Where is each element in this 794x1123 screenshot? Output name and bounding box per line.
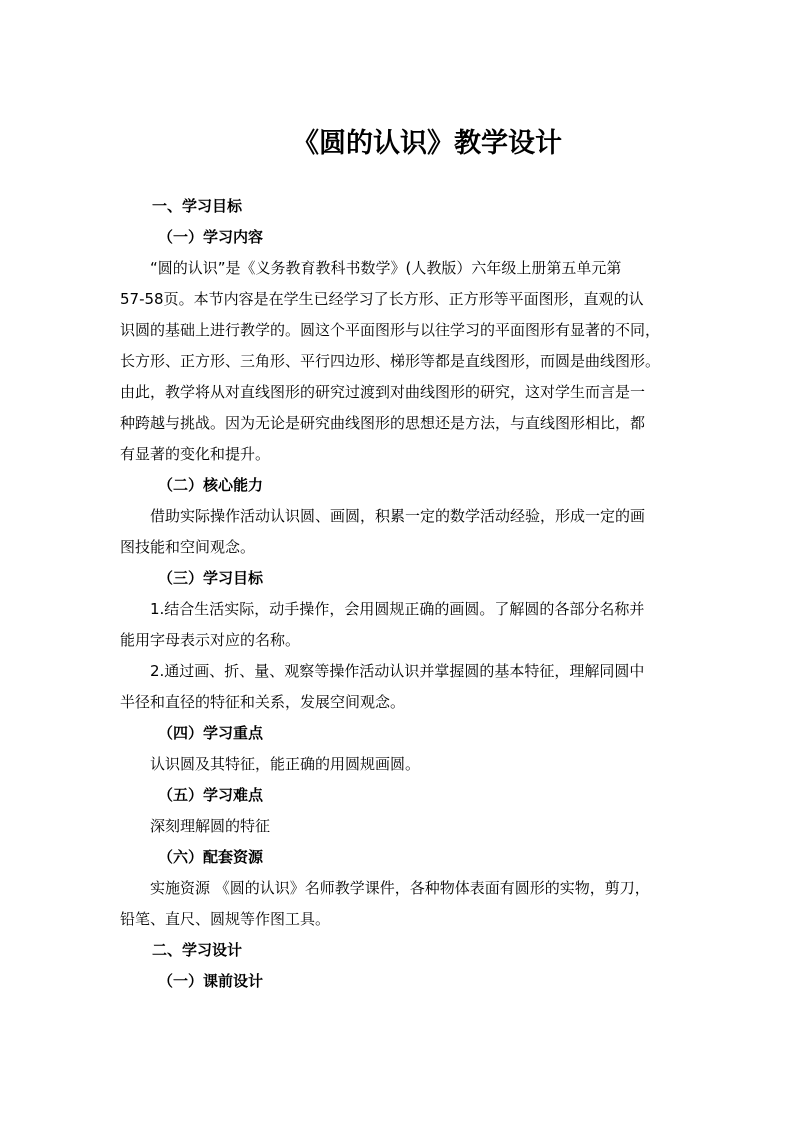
subsection-heading-difficulties: （五）学习难点 [158,786,264,804]
text-line: 长方形、正方形、三角形、平行四边形、梯形等都是直线图形，而圆是曲线图形。 [120,352,661,370]
paragraph-difficulties [120,811,676,842]
paragraph-key-points [120,749,676,780]
text-line: “圆的认识”是《义务教育教科书数学》(人教版）六年级上册第五单元第 [150,259,622,277]
text-line: 深刻理解圆的特征 [150,817,271,835]
text-line: 半径和直径的特征和关系，发展空间观念。 [120,693,406,711]
text-line: 2.通过画、折、量、观察等操作活动认识并掌握圆的基本特征，理解同圆中 [150,662,645,680]
paragraph-content [120,253,676,470]
document-title: 《圆的认识》教学设计 [292,128,562,159]
paragraph-resources [120,873,676,935]
text-line: 图技能和空间观念。 [120,538,256,556]
paragraph-core-ability [120,501,676,563]
subsection-heading-goals: （三）学习目标 [158,569,264,587]
text-line: 能用字母表示对应的名称。 [120,631,301,649]
text-line: 1.结合生活实际，动手操作，会用圆规正确的画圆。了解圆的各部分名称并 [150,600,645,618]
section-heading-learning-design: 二、学习设计 [152,941,243,959]
text-line: 57-58页。本节内容是在学生已经学习了长方形、正方形等平面图形，直观的认 [120,290,644,308]
text-line: 认识圆及其特征，能正确的用圆规画圆。 [150,755,421,773]
text-line: 借助实际操作活动认识圆、画圆，积累一定的数学活动经验，形成一定的画 [150,507,646,525]
subsection-heading-resources: （六）配套资源 [158,848,264,866]
subsection-heading-content: （一）学习内容 [158,228,264,246]
text-line: 由此，教学将从对直线图形的研究过渡到对曲线图形的研究，这对学生而言是一 [120,383,646,401]
text-line: 种跨越与挑战。因为无论是研究曲线图形的思想还是方法，与直线图形相比，都 [120,414,646,432]
subsection-heading-pre-class: （一）课前设计 [158,972,264,990]
text-line: 实施资源 《圆的认识》名师教学课件，各种物体表面有圆形的实物，剪刀， [150,879,650,897]
document-body [120,191,676,997]
subsection-heading-key-points: （四）学习重点 [158,724,264,742]
text-line: 铅笔、直尺、圆规等作图工具。 [120,910,331,928]
paragraph-goals [120,594,676,718]
section-heading-learning-goals: 一、学习目标 [152,197,243,215]
text-line: 有显著的变化和提升。 [120,445,271,463]
subsection-heading-core-ability: （二）核心能力 [158,476,264,494]
text-line: 识圆的基础上进行教学的。圆这个平面图形与以往学习的平面图形有显著的不同， [120,321,661,339]
